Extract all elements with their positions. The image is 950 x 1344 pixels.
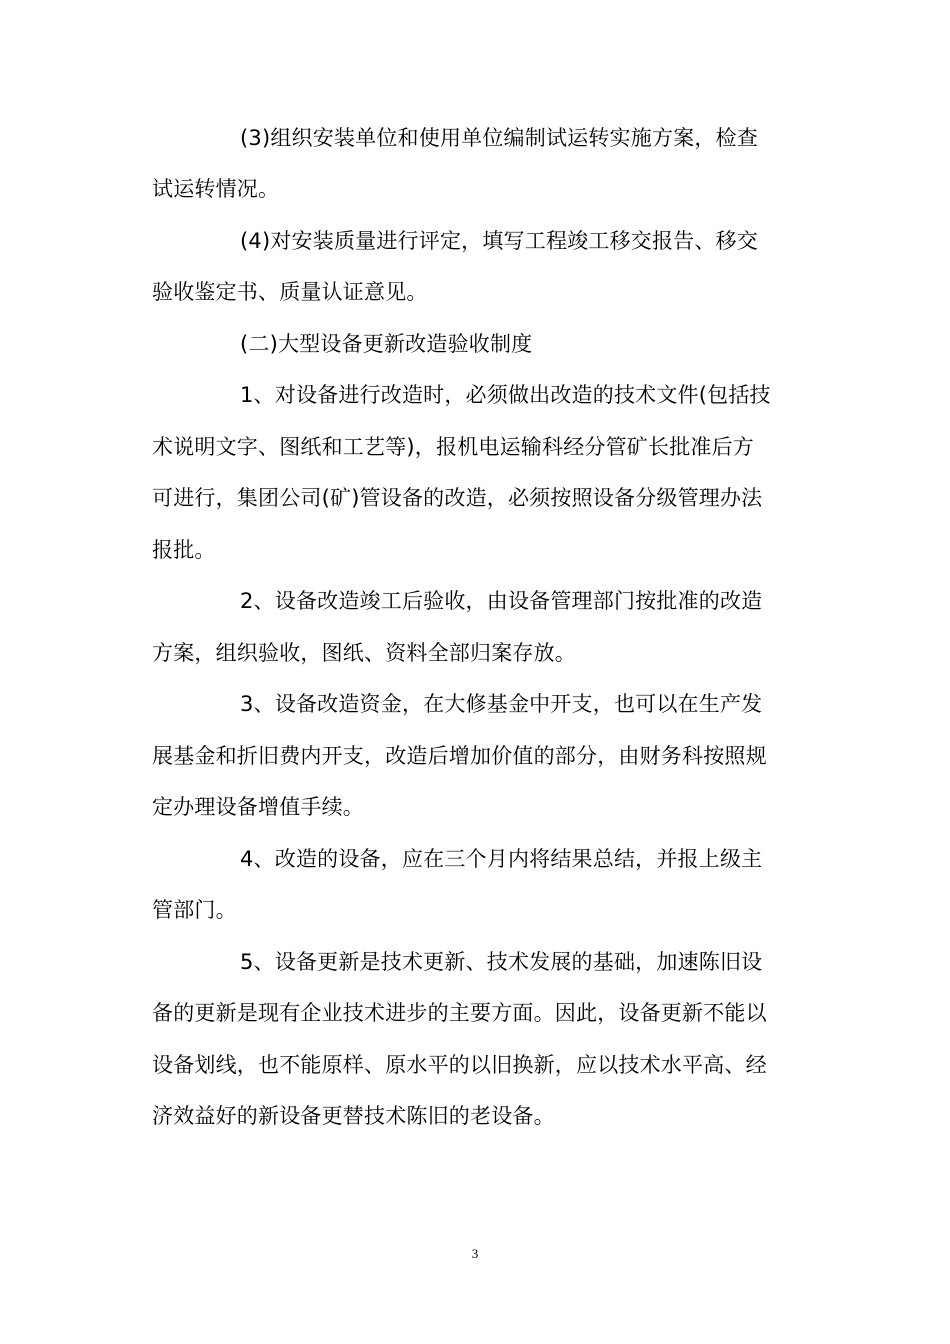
section-heading: (二)大型设备更新改造验收制度	[240, 332, 533, 356]
text-line: 验收鉴定书、质量认证意见。	[152, 280, 428, 304]
text-line: 方案，组织验收，图纸、资料全部归案存放。	[152, 641, 576, 665]
text-line: 试运转情况。	[152, 177, 280, 201]
text-line: 术说明文字、图纸和工艺等)，报机电运输科经分管矿长批准后方	[152, 435, 754, 459]
text-line: 济效益好的新设备更替技术陈旧的老设备。	[152, 1104, 555, 1128]
page-number: 3	[471, 1246, 479, 1261]
text-line: (4)对安装质量进行评定，填写工程竣工移交报告、移交	[240, 229, 758, 253]
text-line: 备的更新是现有企业技术进步的主要方面。因此，设备更新不能以	[152, 1001, 767, 1025]
text-line: 报批。	[152, 538, 216, 562]
text-line: (3)组织安装单位和使用单位编制试运转实施方案，检查	[240, 126, 758, 150]
text-line: 4、改造的设备，应在三个月内将结果总结，并报上级主	[240, 847, 763, 871]
text-line: 可进行，集团公司(矿)管设备的改造，必须按照设备分级管理办法	[152, 486, 763, 510]
text-line: 展基金和折旧费内开支，改造后增加价值的部分，由财务科按照规	[152, 744, 767, 768]
text-line: 1、对设备进行改造时，必须做出改造的技术文件(包括技	[240, 383, 771, 407]
text-line: 3、设备改造资金，在大修基金中开支，也可以在生产发	[240, 692, 763, 716]
text-line: 管部门。	[152, 898, 237, 922]
text-line: 定办理设备增值手续。	[152, 795, 364, 819]
text-line: 5、设备更新是技术更新、技术发展的基础，加速陈旧设	[240, 950, 763, 974]
text-line: 2、设备改造竣工后验收，由设备管理部门按批准的改造	[240, 589, 763, 613]
text-line: 设备划线，也不能原样、原水平的以旧换新，应以技术水平高、经	[152, 1053, 767, 1077]
